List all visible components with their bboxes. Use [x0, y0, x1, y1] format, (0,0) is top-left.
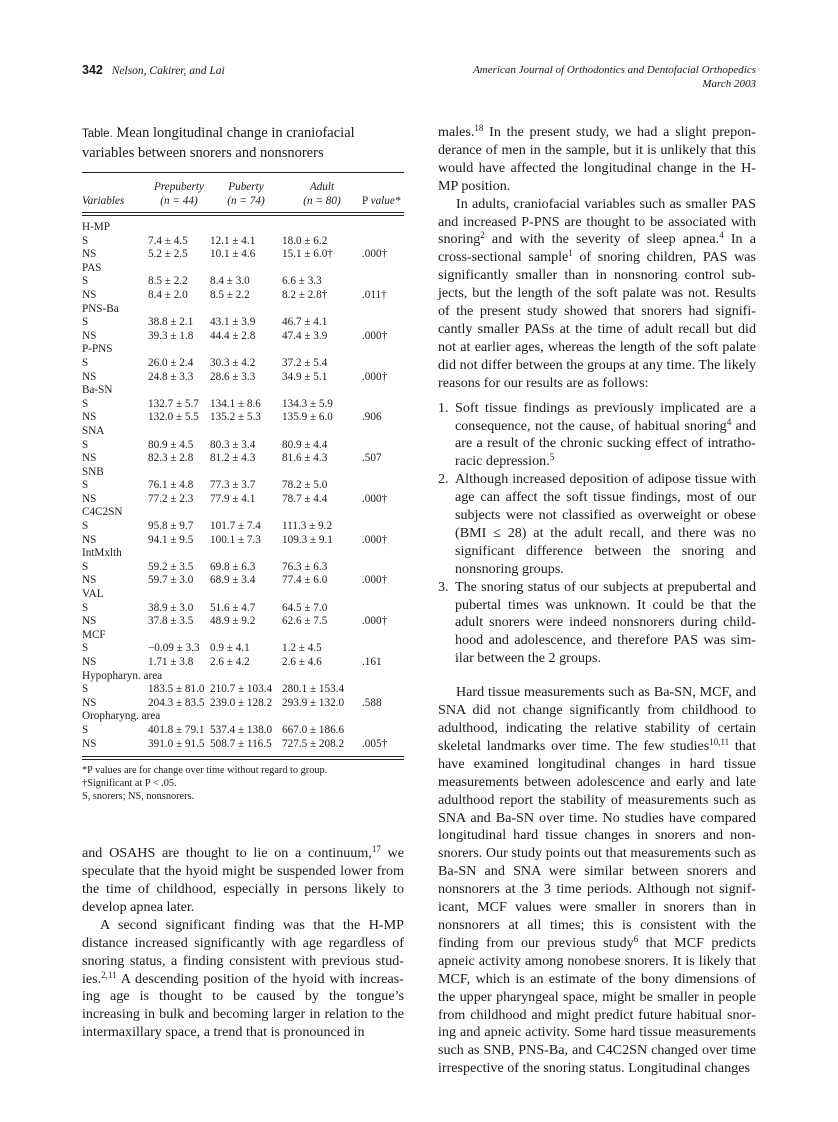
- cell-pvalue-empty: [362, 275, 404, 289]
- group-label: S: [82, 723, 89, 736]
- group-label: S: [82, 275, 89, 288]
- paragraph-hmp-finding: [82, 917, 404, 1042]
- variable-name: IntMxlth: [82, 547, 122, 560]
- cell-puberty: 537.4 ± 138.0: [210, 723, 273, 736]
- table-row-variable: [82, 216, 404, 235]
- cell-pvalue-empty: [362, 683, 404, 697]
- reason-item: [438, 579, 756, 669]
- table-row-snorers: [82, 520, 404, 534]
- table-row-snorers: [82, 479, 404, 493]
- table-row-snorers: [82, 275, 404, 289]
- table-row-nonsnorers: [82, 656, 404, 670]
- list-number: 2.: [438, 471, 449, 488]
- running-head-left: [82, 63, 225, 77]
- citation-ref: 10,11: [709, 736, 730, 747]
- paragraph-adults-variables: [438, 196, 756, 393]
- group-label: S: [82, 479, 89, 492]
- citation-ref: 1: [568, 248, 573, 259]
- group-label: NS: [82, 696, 97, 709]
- running-head-right: [473, 63, 756, 91]
- cell-adult: 727.5 ± 208.2: [282, 737, 345, 750]
- cell-prepuberty: 26.0 ± 2.4: [148, 356, 194, 369]
- cell-adult: 6.6 ± 3.3: [282, 275, 322, 288]
- cell-prepuberty: 132.0 ± 5.5: [148, 411, 199, 424]
- cell-puberty: 30.3 ± 4.2: [210, 356, 256, 369]
- variable-name: Oropharyng. area: [82, 710, 161, 723]
- group-label: S: [82, 234, 89, 247]
- cell-prepuberty: 80.9 ± 4.5: [148, 438, 194, 451]
- cell-adult: 62.6 ± 7.5: [282, 615, 328, 628]
- table-row-nonsnorers: [82, 615, 404, 629]
- data-table: [82, 173, 404, 756]
- cell-adult: 135.9 ± 6.0: [282, 411, 333, 424]
- journal-title: American Journal of Orthodontics and Dentofacial Orthopedics: [473, 64, 756, 76]
- table-row-snorers: [82, 724, 404, 738]
- header-pvalue-rest: value*: [370, 195, 401, 207]
- group-label: NS: [82, 411, 97, 424]
- variable-name: C4C2SN: [82, 506, 123, 519]
- cell-prepuberty: 95.8 ± 9.7: [148, 520, 194, 533]
- cell-pvalue-empty: [362, 479, 404, 493]
- cell-pvalue: .011†: [362, 288, 387, 301]
- table-header-row: [82, 173, 404, 212]
- group-label: NS: [82, 288, 97, 301]
- cell-prepuberty: 132.7 ± 5.7: [148, 397, 199, 410]
- cell-adult: 109.3 ± 9.1: [282, 533, 333, 546]
- group-label: NS: [82, 656, 97, 668]
- cell-pvalue-empty: [362, 316, 404, 330]
- group-label: NS: [82, 533, 97, 546]
- cell-puberty: 135.2 ± 5.3: [210, 411, 261, 424]
- cell-puberty: 101.7 ± 7.4: [210, 520, 261, 533]
- cell-pvalue-empty: [362, 561, 404, 575]
- table-footnotes: [82, 764, 404, 803]
- cell-prepuberty: 1.71 ± 3.8: [148, 656, 194, 668]
- cell-pvalue-empty: [362, 439, 404, 453]
- variable-name: P-PNS: [82, 343, 113, 356]
- citation-ref: 2,11: [101, 969, 117, 980]
- variable-name: Ba-SN: [82, 384, 113, 397]
- cell-puberty: 28.6 ± 3.3: [210, 370, 256, 383]
- header-variables: Variables: [82, 195, 125, 207]
- cell-prepuberty: 183.5 ± 81.0: [148, 683, 205, 696]
- cell-puberty: 48.9 ± 9.2: [210, 615, 256, 628]
- table-row-variable: [82, 303, 404, 317]
- variable-name: PNS-Ba: [82, 302, 119, 315]
- cell-prepuberty: 76.1 ± 4.8: [148, 479, 194, 492]
- cell-pvalue: .000†: [362, 248, 388, 261]
- table-row-variable: [82, 262, 404, 276]
- table-row-nonsnorers: [82, 452, 404, 466]
- table-row-nonsnorers: [82, 371, 404, 385]
- cell-puberty: 210.7 ± 103.4: [210, 683, 273, 696]
- cell-prepuberty: 7.4 ± 4.5: [148, 234, 188, 247]
- group-label: S: [82, 642, 89, 655]
- cell-pvalue-empty: [362, 724, 404, 738]
- cell-prepuberty: 24.8 ± 3.3: [148, 370, 194, 383]
- paragraph-hard-tissue: [438, 684, 756, 1078]
- footnote-significance: †Significant at P < .05.: [82, 778, 177, 790]
- header-puberty: [210, 173, 282, 212]
- variable-name: H-MP: [82, 221, 110, 233]
- cell-pvalue: .000†: [362, 492, 388, 505]
- cell-prepuberty: 391.0 ± 91.5: [148, 737, 205, 750]
- header-adult-n: (n = 80): [303, 195, 341, 207]
- text-span: we speculate that the hyoid might be suspended lower from the time of childhood, especially in persons likely to develop apnea later.: [82, 845, 404, 915]
- variable-name: SNB: [82, 465, 104, 478]
- table-row-snorers: [82, 439, 404, 453]
- table-body: [82, 216, 404, 756]
- cell-pvalue-empty: [362, 235, 404, 249]
- table-row-variable: [82, 670, 404, 684]
- text-span: and are a result of the chronic sucking effect of intratho racic depression.: [455, 417, 757, 470]
- cell-prepuberty: −0.09 ± 3.3: [148, 642, 200, 655]
- table-row-snorers: [82, 398, 404, 412]
- cell-adult: 34.9 ± 5.1: [282, 370, 328, 383]
- text-span: and OSAHS are thought to lie on a continuum,: [82, 845, 372, 862]
- cell-prepuberty: 59.7 ± 3.0: [148, 574, 194, 587]
- cell-puberty: 51.6 ± 4.7: [210, 601, 256, 614]
- table-row-variable: [82, 710, 404, 724]
- cell-pvalue: .906: [362, 411, 382, 424]
- cell-pvalue: .507: [362, 452, 382, 465]
- cell-pvalue-empty: [362, 398, 404, 412]
- cell-adult: 2.6 ± 4.6: [282, 656, 322, 668]
- list-number: 1.: [438, 399, 449, 416]
- cell-prepuberty: 38.8 ± 2.1: [148, 316, 194, 329]
- cell-adult: 15.1 ± 6.0†: [282, 248, 333, 261]
- cell-pvalue: .005†: [362, 737, 388, 750]
- text-span: Soft tissue findings as previously implicated are a consequence, not the cause, of habitual snoring: [455, 399, 756, 434]
- cell-puberty: 69.8 ± 6.3: [210, 560, 256, 573]
- cell-adult: 47.4 ± 3.9: [282, 329, 328, 342]
- cell-pvalue: .000†: [362, 329, 388, 342]
- cell-puberty: 0.9 ± 4.1: [210, 642, 250, 655]
- page-number: 342: [82, 63, 103, 77]
- cell-puberty: 2.6 ± 4.2: [210, 656, 250, 668]
- cell-adult: 81.6 ± 4.3: [282, 452, 328, 465]
- footnote-abbreviations: S, snorers; NS, nonsnorers.: [82, 791, 195, 803]
- text-span: In adults, craniofacial variables such as smaller PAS and increased P-PNS are thought to be associated with snoring: [438, 195, 756, 248]
- table-row-nonsnorers: [82, 411, 404, 425]
- group-label: NS: [82, 452, 97, 465]
- citation-ref: 4: [719, 230, 724, 241]
- cell-adult: 280.1 ± 153.4: [282, 683, 345, 696]
- table-row-variable: [82, 384, 404, 398]
- cell-prepuberty: 204.3 ± 83.5: [148, 696, 205, 709]
- cell-pvalue-empty: [362, 602, 404, 616]
- group-label: S: [82, 397, 89, 410]
- cell-adult: 76.3 ± 6.3: [282, 560, 328, 573]
- authors: Nelson, Cakirer, and Lai: [111, 65, 225, 77]
- cell-pvalue: .588: [362, 696, 382, 709]
- cell-adult: 1.2 ± 4.5: [282, 642, 322, 655]
- paragraph-osahs-continuum: [82, 845, 404, 917]
- cell-adult: 293.9 ± 132.0: [282, 696, 345, 709]
- cell-adult: 667.0 ± 186.6: [282, 723, 345, 736]
- cell-puberty: 80.3 ± 3.4: [210, 438, 256, 451]
- header-adult-label: Adult: [309, 181, 335, 193]
- cell-prepuberty: 77.2 ± 2.3: [148, 492, 194, 505]
- cell-adult: 78.7 ± 4.4: [282, 492, 328, 505]
- cell-puberty: 12.1 ± 4.1: [210, 234, 256, 247]
- list-number: 3.: [438, 578, 449, 595]
- table-row-variable: [82, 466, 404, 480]
- cell-pvalue: .000†: [362, 370, 388, 383]
- cell-puberty: 77.3 ± 3.7: [210, 479, 256, 492]
- cell-adult: 18.0 ± 6.2: [282, 234, 328, 247]
- group-label: S: [82, 560, 89, 573]
- cell-puberty: 8.4 ± 3.0: [210, 275, 250, 288]
- cell-adult: 134.3 ± 5.9: [282, 397, 333, 410]
- table-caption: [82, 124, 404, 163]
- table-row-variable: [82, 425, 404, 439]
- group-label: NS: [82, 574, 97, 587]
- table-caption-text: Mean longitudinal change in craniofacial variables between snorers and nonsnorers: [82, 125, 355, 161]
- table-row-nonsnorers: [82, 248, 404, 262]
- header-prepuberty-label: Prepuberty: [154, 181, 204, 193]
- text-span: that MCF predicts apneic activity among nonobese snorers. It is likely that MCF, which is an estimate of the bony dimensions of the upper pharyngeal space, might be smaller in people from childhood and might predict future habitual snor ing and apneic activity. Some hard tissue measurements such as SNB, PNS-Ba, and C4C2SN changed over time irrespective of the snoring status. Longitudinal changes: [438, 934, 756, 1077]
- text-span: In the present study, we had a slight prepon derance of men in the sample, but it is unlikely that this would have affected the longitudinal change in the H-MP position.: [438, 124, 756, 194]
- text-span: that have examined longitudinal changes in hard tissue measurements between adolescence and early and late adulthood report the stability of measurements such as SNA and Ba-SN over time. No studies have compared longitudinal hard tissue changes in snorers and non snorers. Our study points out that measurements such as Ba-SN and SNA were similar between snorers and nonsnorers at the 3 time periods. Although not signif icant, MCF values were smaller in snorers than in nonsnorers at all times; this is consistent with the finding from our previous study: [438, 737, 756, 951]
- cell-adult: 46.7 ± 4.1: [282, 316, 328, 329]
- group-label: NS: [82, 737, 97, 750]
- table-row-variable: [82, 343, 404, 357]
- table-row-snorers: [82, 235, 404, 249]
- table-row-variable: [82, 506, 404, 520]
- text-span: The snoring status of our subjects at prepubertal and pubertal times was unknown. It could be that the adult snorers were indeed nonsnorers during child hood and adolescence, and therefore PAS was sim ilar between the 2 groups.: [455, 578, 756, 667]
- cell-prepuberty: 5.2 ± 2.5: [148, 248, 188, 261]
- table-row-nonsnorers: [82, 574, 404, 588]
- header-prepuberty: [148, 173, 210, 212]
- variable-name: MCF: [82, 628, 106, 641]
- cell-puberty: 134.1 ± 8.6: [210, 397, 261, 410]
- reason-item: [438, 400, 756, 472]
- cell-prepuberty: 39.3 ± 1.8: [148, 329, 194, 342]
- table-row-nonsnorers: [82, 697, 404, 711]
- cell-adult: 8.2 ± 2.8†: [282, 288, 328, 301]
- text-span: A descending position of the hyoid with increas ing age is thought to be caused by the tongue’s increasing in bulk and becoming larger in relation to the intermaxillary space, a trend that is pronounced in: [82, 970, 404, 1041]
- cell-puberty: 77.9 ± 4.1: [210, 492, 256, 505]
- cell-puberty: 508.7 ± 116.5: [210, 737, 272, 750]
- table-row-snorers: [82, 683, 404, 697]
- text-span: A second significant finding was that the H-MP distance increased significantly with age regardless of snoring status, a finding consistent with previous stud ies.: [82, 916, 404, 987]
- variable-name: SNA: [82, 424, 105, 437]
- cell-pvalue: .000†: [362, 615, 388, 628]
- cell-adult: 78.2 ± 5.0: [282, 479, 328, 492]
- cell-puberty: 81.2 ± 4.3: [210, 452, 256, 465]
- issue-date: March 2003: [702, 78, 756, 90]
- cell-pvalue-empty: [362, 357, 404, 371]
- table-row-nonsnorers: [82, 534, 404, 548]
- cell-prepuberty: 94.1 ± 9.5: [148, 533, 194, 546]
- variable-name: PAS: [82, 261, 102, 274]
- table-row-nonsnorers: [82, 738, 404, 757]
- paragraph-males: [438, 124, 756, 196]
- text-span: In a cross-sectional sample: [438, 231, 757, 266]
- variable-name: Hypopharyn. area: [82, 669, 163, 682]
- table-row-nonsnorers: [82, 330, 404, 344]
- cell-puberty: 43.1 ± 3.9: [210, 316, 256, 329]
- cell-pvalue-empty: [362, 642, 404, 656]
- reasons-list: [438, 400, 756, 669]
- header-pvalue: [362, 173, 404, 212]
- group-label: S: [82, 683, 89, 696]
- cell-prepuberty: 82.3 ± 2.8: [148, 452, 194, 465]
- group-label: S: [82, 356, 89, 369]
- table-bottom-rule: [82, 756, 404, 760]
- citation-ref: 17: [371, 844, 381, 855]
- group-label: NS: [82, 329, 97, 342]
- cell-puberty: 239.0 ± 128.2: [210, 696, 273, 709]
- cell-pvalue: .000†: [362, 533, 388, 546]
- table-row-snorers: [82, 561, 404, 575]
- group-label: S: [82, 316, 89, 329]
- group-label: NS: [82, 615, 97, 628]
- reason-item: [438, 471, 756, 578]
- citation-ref: 5: [549, 452, 555, 463]
- text-span: males.: [438, 124, 475, 140]
- group-label: NS: [82, 370, 97, 383]
- cell-puberty: 44.4 ± 2.8: [210, 329, 256, 342]
- table-row-snorers: [82, 357, 404, 371]
- cell-pvalue-empty: [362, 520, 404, 534]
- cell-adult: 77.4 ± 6.0: [282, 574, 328, 587]
- citation-ref: 2: [480, 230, 485, 241]
- text-span: Although increased deposition of adipose tissue with age can affect the soft tissue findings, most of our subjects were not classified as overweight or obese (BMI ≤ 28) at the adult recall, and there was no significant difference between the snoring and nonsnoring groups.: [455, 471, 756, 577]
- cell-pvalue: .000†: [362, 574, 388, 587]
- table-row-nonsnorers: [82, 493, 404, 507]
- table-row-snorers: [82, 602, 404, 616]
- footnote-pvalue: *P values are for change over time without regard to group.: [82, 765, 328, 777]
- group-label: S: [82, 520, 89, 533]
- group-label: S: [82, 601, 89, 614]
- variable-name: VAL: [82, 588, 104, 601]
- left-column: [82, 124, 404, 1042]
- cell-adult: 80.9 ± 4.4: [282, 438, 328, 451]
- header-prepuberty-n: (n = 44): [160, 195, 198, 207]
- table-row-variable: [82, 588, 404, 602]
- cell-prepuberty: 38.9 ± 3.0: [148, 601, 194, 614]
- cell-pvalue: .161: [362, 656, 382, 668]
- group-label: NS: [82, 248, 97, 261]
- cell-prepuberty: 59.2 ± 3.5: [148, 560, 194, 573]
- citation-ref: 18: [474, 123, 484, 133]
- right-column: [438, 124, 756, 1078]
- header-puberty-label: Puberty: [228, 181, 264, 193]
- group-label: NS: [82, 492, 97, 505]
- table-row-nonsnorers: [82, 289, 404, 303]
- citation-ref: 4: [726, 416, 732, 427]
- text-span: Hard tissue measurements such as Ba-SN, MCF, and SNA did not change significantly from childhood to adulthood, indicating the relative stability of certain skeletal landmarks over time. The few studies: [438, 684, 756, 754]
- group-label: S: [82, 438, 89, 451]
- cell-adult: 37.2 ± 5.4: [282, 356, 328, 369]
- table-row-variable: [82, 547, 404, 561]
- table-label: Table.: [82, 128, 113, 140]
- citation-ref: 6: [633, 933, 639, 944]
- cell-prepuberty: 8.4 ± 2.0: [148, 288, 188, 301]
- table-row-snorers: [82, 642, 404, 656]
- cell-prepuberty: 37.8 ± 3.5: [148, 615, 194, 628]
- header-pvalue-p: P: [362, 195, 368, 207]
- cell-prepuberty: 401.8 ± 79.1: [148, 723, 205, 736]
- table-row-snorers: [82, 316, 404, 330]
- header-adult: [282, 173, 362, 212]
- text-span: of snoring children, PAS was significantly smaller than in nonsnoring control sub jects, but the length of the soft palate was not. Results of the present study showed that snorers had signifi cantly smaller PASs at the time of adult recall but did not at earlier ages, whereas the length of the soft palate did not differ between the groups at any time. The likely reasons for our results are as follows:: [438, 249, 756, 391]
- cell-prepuberty: 8.5 ± 2.2: [148, 275, 188, 288]
- header-puberty-n: (n = 74): [227, 195, 265, 207]
- text-span: and with the severity of sleep apnea.: [484, 231, 720, 248]
- cell-puberty: 100.1 ± 7.3: [210, 533, 261, 546]
- cell-puberty: 68.9 ± 3.4: [210, 574, 256, 587]
- cell-adult: 111.3 ± 9.2: [282, 520, 333, 533]
- cell-puberty: 8.5 ± 2.2: [210, 288, 250, 301]
- cell-puberty: 10.1 ± 4.6: [210, 248, 256, 261]
- cell-adult: 64.5 ± 7.0: [282, 601, 328, 614]
- table-row-variable: [82, 629, 404, 643]
